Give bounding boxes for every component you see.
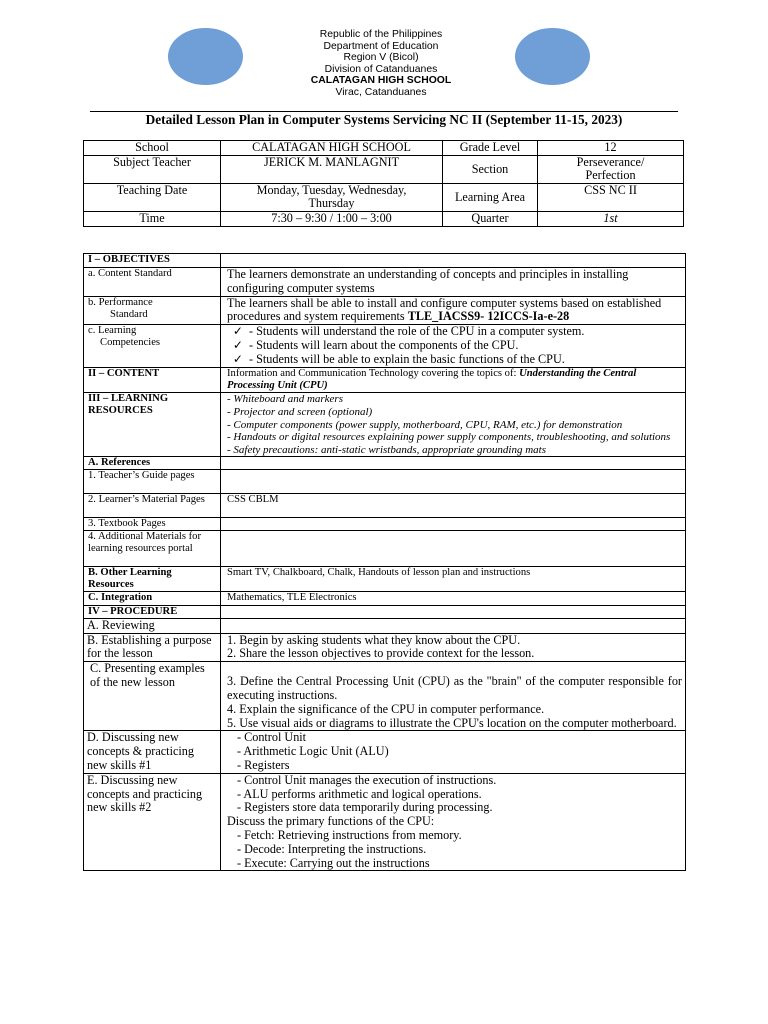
objectives-header: I – OBJECTIVES — [84, 254, 221, 268]
discussing-skills-2-text — [221, 773, 686, 871]
presenting-examples-label: C. Presenting examples of the new lesson — [84, 662, 221, 731]
teaching-date-value — [221, 184, 443, 212]
empty-cell — [221, 518, 686, 531]
section-value-line: Perseverance/ — [576, 155, 645, 169]
performance-label-line: b. Performance — [88, 296, 153, 308]
content-standard-text: The learners demonstrate an understanding of concepts and principles in installing configuring computer systems — [221, 268, 686, 297]
section-value-line: Perfection — [585, 168, 636, 183]
quarter-value: 1st — [538, 212, 684, 227]
presenting-examples-text — [221, 662, 686, 731]
resource-item: - Handouts or digital resources explaining power supply components, troubleshooting, and solutions — [227, 431, 671, 444]
other-resources-value: Smart TV, Chalkboard, Chalk, Handouts of lesson plan and instructions — [221, 567, 686, 592]
letterhead-line: Division of Catanduanes — [324, 63, 438, 75]
teaching-date-line: Monday, Tuesday, Wednesday, — [256, 183, 407, 197]
performance-label-line: Standard — [110, 308, 148, 320]
competency-item — [227, 325, 682, 339]
letterhead-line: Republic of the Philippines — [319, 29, 443, 40]
procedure-header: IV – PROCEDURE — [84, 605, 221, 618]
resource-item: - Computer components (power supply, motherboard, CPU, RAM, etc.) for demonstration — [227, 418, 623, 431]
subject-teacher-label: Subject Teacher — [84, 156, 221, 184]
empty-cell — [221, 531, 686, 567]
discussing-skills-1-text — [221, 731, 686, 773]
school-seal-logo — [515, 28, 590, 85]
competencies-label-line: Competencies — [100, 337, 161, 349]
empty-cell — [221, 605, 686, 618]
letterhead-school-name: CALATAGAN HIGH SCHOOL — [310, 75, 452, 87]
school-value: CALATAGAN HIGH SCHOOL — [221, 141, 443, 156]
school-info-table — [83, 140, 684, 227]
letterhead-line: Department of Education — [323, 40, 439, 52]
content-text — [221, 367, 686, 393]
reviewing-label: A. Reviewing — [84, 618, 221, 633]
procedure-line: - Arithmetic Logic Unit (ALU) — [237, 744, 389, 759]
check-icon: ✓ — [232, 351, 244, 366]
resource-item: - Projector and screen (optional) — [227, 405, 373, 418]
procedure-line: - Registers — [237, 757, 290, 772]
learners-material-value: CSS CBLM — [221, 494, 686, 518]
procedure-line: - Decode: Interpreting the instructions. — [237, 841, 427, 856]
procedure-line: 2. Share the lesson objectives to provide context for the lesson. — [227, 646, 535, 661]
content-standard-label: a. Content Standard — [84, 268, 221, 297]
procedure-line: - Registers store data temporarily during processing. — [237, 800, 493, 815]
procedure-line: 5. Use visual aids or diagrams to illustrate the CPU's location on the computer motherboard. — [227, 715, 677, 730]
time-label: Time — [84, 212, 221, 227]
textbook-pages-label: 3. Textbook Pages — [84, 518, 221, 531]
discussing-skills-2-label: E. Discussing new concepts and practicing new skills #2 — [84, 773, 221, 871]
learners-material-label: 2. Learner’s Material Pages — [84, 494, 221, 518]
integration-label: C. Integration — [84, 592, 221, 605]
empty-cell — [221, 470, 686, 494]
learning-competencies-list — [221, 325, 686, 367]
competency-text: - Students will understand the role of the CPU in a computer system. — [249, 324, 585, 339]
procedure-line: - Control Unit — [237, 730, 307, 745]
integration-value: Mathematics, TLE Electronics — [221, 592, 686, 605]
empty-cell — [221, 618, 686, 633]
competency-text: - Students will be able to explain the basic functions of the CPU. — [249, 351, 565, 366]
procedure-line: - Control Unit manages the execution of instructions. — [237, 772, 497, 787]
learning-area-label: Learning Area — [443, 184, 538, 212]
learning-resources-list — [221, 393, 686, 457]
section-label: Section — [443, 156, 538, 184]
subject-teacher-value: JERICK M. MANLAGNIT — [221, 156, 443, 184]
other-resources-label: B. Other Learning Resources — [84, 567, 221, 592]
establishing-purpose-text — [221, 633, 686, 662]
empty-cell — [221, 457, 686, 470]
performance-standard-text — [221, 296, 686, 325]
content-header: II – CONTENT — [84, 367, 221, 393]
grade-level-value: 12 — [538, 141, 684, 156]
competency-item — [227, 339, 682, 353]
procedure-line: 3. Define the Central Processing Unit (CPU) as the "brain" of the computer responsible for executing instructions. — [227, 674, 682, 702]
grade-level-label: Grade Level — [443, 141, 538, 156]
quarter-label: Quarter — [443, 212, 538, 227]
letterhead — [250, 29, 512, 99]
resources-header-line: RESOURCES — [88, 405, 153, 417]
section-value — [538, 156, 684, 184]
teaching-date-line: Thursday — [308, 196, 355, 211]
references-header: A. References — [84, 457, 221, 470]
content-topic: Understanding the Central Processing Unit (CPU) — [227, 367, 637, 391]
procedure-line: Discuss the primary functions of the CPU: — [227, 814, 435, 829]
school-label: School — [84, 141, 221, 156]
competency-item — [227, 353, 682, 367]
resources-header-line: III – LEARNING — [88, 393, 169, 405]
competency-text: - Students will learn about the components of the CPU. — [249, 337, 519, 352]
procedure-line: - Execute: Carrying out the instructions — [237, 855, 430, 870]
deped-seal-logo — [168, 28, 243, 85]
learning-competencies-label — [84, 325, 221, 367]
establishing-purpose-label: B. Establishing a purpose for the lesson — [84, 633, 221, 662]
performance-standard-label — [84, 296, 221, 325]
lesson-plan-table — [83, 253, 686, 871]
teaching-date-label: Teaching Date — [84, 184, 221, 212]
performance-code: TLE_IACSS9- 12ICCS-Ia-e-28 — [407, 309, 570, 324]
check-icon: ✓ — [232, 324, 244, 339]
additional-materials-label: 4. Additional Materials for learning resources portal — [84, 531, 221, 567]
resource-item: - Safety precautions: anti-static wristbands, appropriate grounding mats — [227, 443, 546, 456]
procedure-line: 1. Begin by asking students what they know about the CPU. — [227, 632, 521, 647]
letterhead-location: Virac, Catanduanes — [335, 86, 427, 98]
discussing-skills-1-label: D. Discussing new concepts & practicing new skills #1 — [84, 731, 221, 773]
empty-cell — [221, 254, 686, 268]
competencies-label-line: c. Learning — [88, 325, 137, 337]
content-intro: Information and Communication Technology covering the topics of: — [227, 367, 517, 379]
learning-area-value: CSS NC II — [538, 184, 684, 212]
procedure-line: - ALU performs arithmetic and logical operations. — [237, 786, 482, 801]
teachers-guide-label: 1. Teacher’s Guide pages — [84, 470, 221, 494]
letterhead-line: Region V (Bicol) — [343, 52, 419, 64]
procedure-line: - Fetch: Retrieving instructions from memory. — [237, 827, 462, 842]
document-title: Detailed Lesson Plan in Computer Systems Servicing NC II (September 11-15, 2023) — [145, 112, 623, 127]
time-value: 7:30 – 9:30 / 1:00 – 3:00 — [221, 212, 443, 227]
learning-resources-header — [84, 393, 221, 457]
performance-text: The learners shall be able to install and configure computer systems based on established procedures and system requirements — [227, 295, 662, 324]
procedure-line: 4. Explain the significance of the CPU in computer performance. — [227, 701, 545, 716]
resource-item: - Whiteboard and markers — [227, 393, 343, 406]
check-icon: ✓ — [232, 337, 244, 352]
